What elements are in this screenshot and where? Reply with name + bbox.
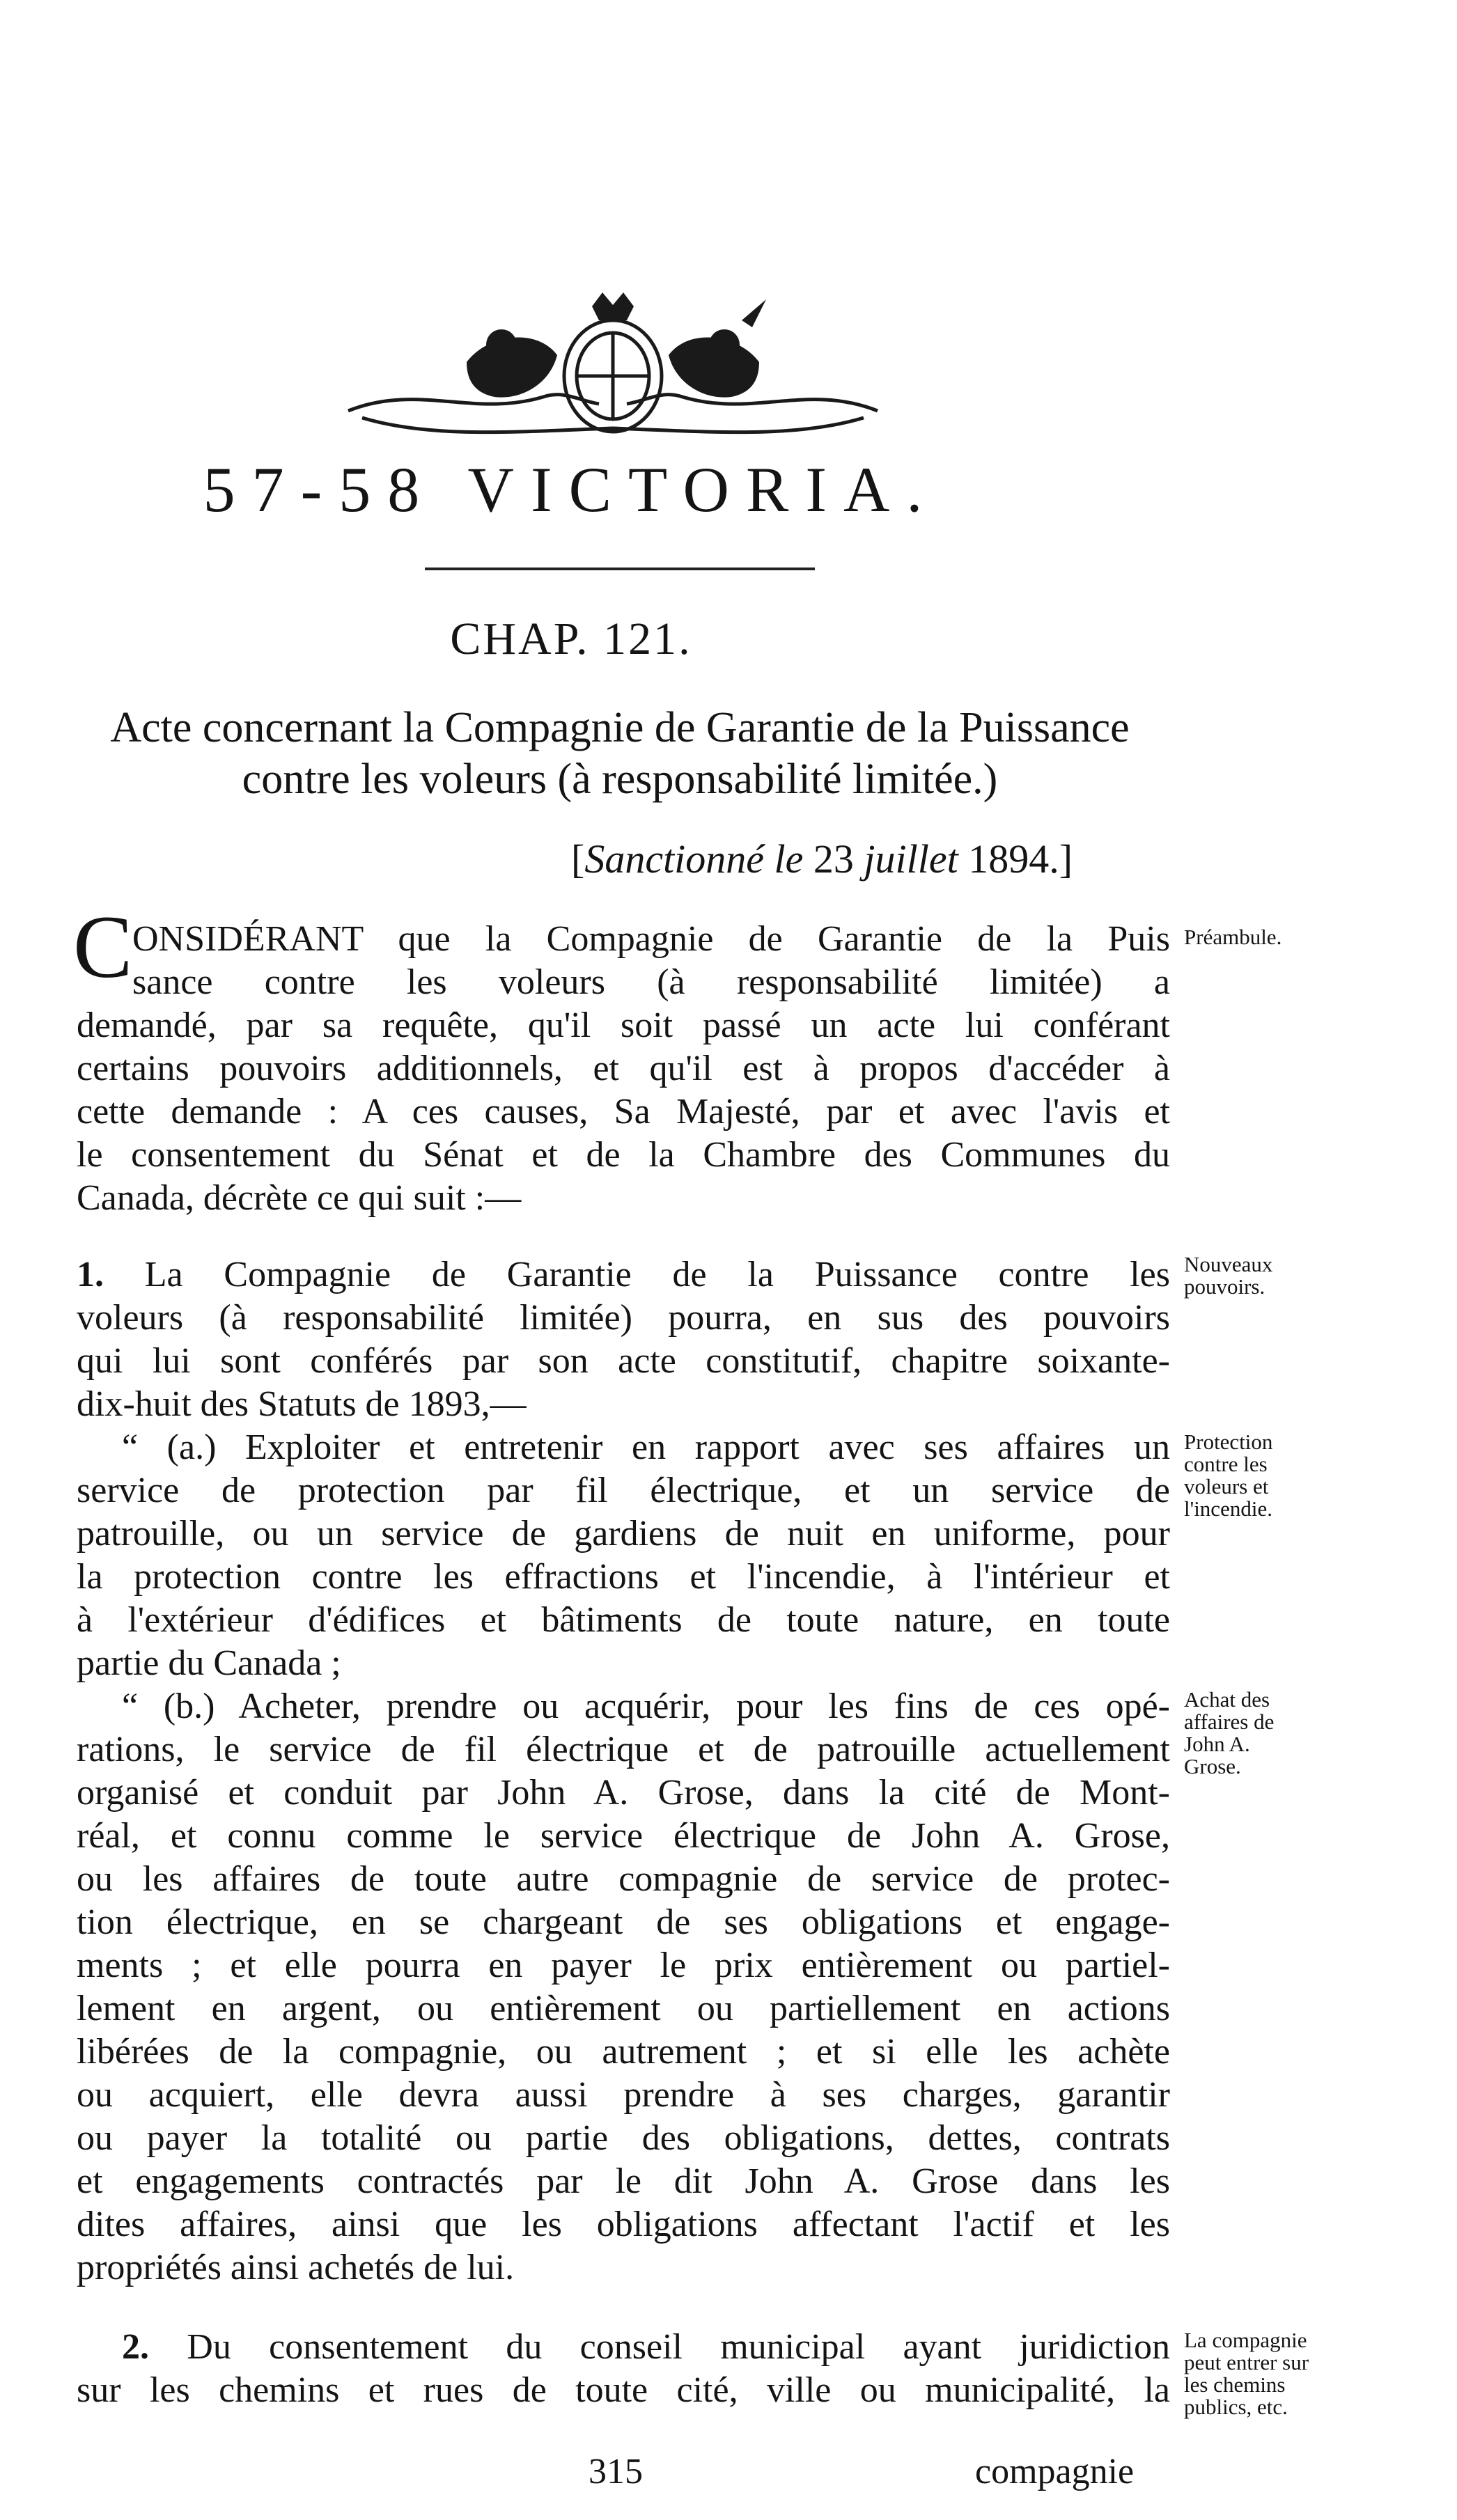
para-b-line: propriétés ainsi achetés de lui. <box>77 2248 515 2287</box>
preamble-line: Canada, décrète ce qui suit :— <box>77 1178 522 1218</box>
section-1-line: voleurs (à responsabilité limitée) pourra, en sus des pouvoirs <box>77 1298 1170 1338</box>
volume-title: 57-58 VICTORIA. <box>203 454 940 525</box>
para-b-line: ou acquiert, elle devra aussi prendre à ses charges, garantir <box>77 2075 1170 2115</box>
para-b-line: “ (b.) Acheter, prendre ou acquérir, pour les fins de ces opé- <box>122 1686 1170 1726</box>
sanction-bracket: [ <box>571 836 585 882</box>
section-1-line: qui lui sont conférés par son acte constitutif, chapitre soixante- <box>77 1341 1170 1381</box>
para-b-line: libérées de la compagnie, ou autrement ; et si elle les achète <box>77 2032 1170 2072</box>
para-b-line: réal, et connu comme le service électrique de John A. Grose, <box>77 1816 1170 1856</box>
para-a-line: la protection contre les effractions et l'incendie, à l'intérieur et <box>77 1557 1170 1597</box>
para-b-line: organisé et conduit par John A. Grose, dans la cité de Mont- <box>77 1773 1170 1813</box>
royal-crest-emblem <box>334 279 891 460</box>
margin-note-line: Grose. <box>1184 1754 1241 1778</box>
para-b-line: rations, le service de fil électrique et de patrouille actuellement <box>77 1730 1170 1769</box>
catchword: compagnie <box>975 2452 1135 2491</box>
margin-note-protection <box>1184 1431 1414 1520</box>
sanction-year: 1894.] <box>968 836 1073 882</box>
margin-note-line: l'incendie. <box>1184 1496 1272 1521</box>
margin-note-line: John A. <box>1184 1732 1250 1756</box>
para-b-line: dites affaires, ainsi que les obligations affectant l'actif et les <box>77 2205 1170 2244</box>
margin-note-line: publics, etc. <box>1184 2395 1288 2419</box>
margin-note-line: contre les <box>1184 1452 1268 1476</box>
margin-note-preambule: Préambule. <box>1184 925 1282 949</box>
para-a-line: service de protection par fil électrique, et un service de <box>77 1471 1170 1510</box>
margin-note-line: affaires de <box>1184 1709 1275 1734</box>
margin-note-line: Achat des <box>1184 1687 1270 1712</box>
section-2-number: 2. <box>122 2327 149 2367</box>
margin-note-line: les chemins <box>1184 2372 1286 2397</box>
section-2-text: Du consentement du conseil municipal ayant juridiction <box>187 2327 1170 2367</box>
section-1-line <box>77 1253 1170 1297</box>
margin-note-line: Protection <box>1184 1430 1273 1454</box>
section-2-line: sur les chemins et rues de toute cité, ville ou municipalité, la <box>77 2370 1170 2410</box>
act-title: Acte concernant la Compagnie de Garantie de la Puissance contre les voleurs (à responsabilité limitée.) <box>110 704 1130 803</box>
section-1-line: dix-huit des Statuts de 1893,— <box>77 1384 527 1424</box>
page-number: 315 <box>589 2452 643 2491</box>
margin-note-line: La compagnie <box>1184 2328 1307 2352</box>
para-b-line: ou les affaires de toute autre compagnie de service de protec- <box>77 1859 1170 1899</box>
preamble-line: cette demande : A ces causes, Sa Majesté, par et avec l'avis et <box>77 1092 1170 1132</box>
margin-note-line: peut entrer sur <box>1184 2350 1309 2374</box>
para-b-line: tion électrique, en se chargeant de ses obligations et engage- <box>77 1902 1170 1942</box>
sanction-month: juillet <box>864 836 958 882</box>
section-2-line <box>122 2326 1170 2369</box>
preamble-line: sance contre les voleurs (à responsabilité limitée) a <box>132 962 1170 1002</box>
para-a-line: à l'extérieur d'édifices et bâtiments de toute nature, en toute <box>77 1600 1170 1640</box>
para-b-line: lement en argent, ou entièrement ou partiellement en actions <box>77 1989 1170 2028</box>
chapter-heading: CHAP. 121. <box>450 613 692 664</box>
margin-note-line: voleurs et <box>1184 1474 1269 1498</box>
para-a-line: “ (a.) Exploiter et entretenir en rapport avec ses affaires un <box>122 1427 1170 1467</box>
margin-note-line: pouvoirs. <box>1184 1274 1265 1299</box>
margin-note-compagnie <box>1184 2329 1414 2418</box>
para-b-line: ou payer la totalité ou partie des obligations, dettes, contrats <box>77 2118 1170 2158</box>
margin-note-achat <box>1184 1689 1414 1778</box>
para-a-line: partie du Canada ; <box>77 1643 341 1683</box>
section-1-number: 1. <box>77 1255 104 1294</box>
preamble-dropcap: C <box>73 898 133 996</box>
margin-note-line: Nouveaux <box>1184 1252 1273 1276</box>
sanction-date <box>571 836 1073 882</box>
margin-note-nouveaux-pouvoirs <box>1184 1253 1414 1298</box>
sanction-label: Sanctionné le <box>584 836 804 882</box>
preamble-line: demandé, par sa requête, qu'il soit passé un acte lui conférant <box>77 1005 1170 1045</box>
para-b-line: et engagements contractés par le dit John A. Grose dans les <box>77 2161 1170 2201</box>
preamble-line: certains pouvoirs additionnels, et qu'il est à propos d'accéder à <box>77 1049 1170 1088</box>
sanction-day: 23 <box>813 836 854 882</box>
preamble-line: le consentement du Sénat et de la Chambre des Communes du <box>77 1135 1170 1175</box>
preamble-line: ONSIDÉRANT que la Compagnie de Garantie de la Puis <box>132 919 1170 959</box>
para-a-line: patrouille, ou un service de gardiens de nuit en uniforme, pour <box>77 1514 1170 1554</box>
title-rule <box>425 568 815 570</box>
section-1-text: La Compagnie de Garantie de la Puissance contre les <box>144 1255 1171 1294</box>
para-b-line: ments ; et elle pourra en payer le prix entièrement ou partiel- <box>77 1946 1170 1985</box>
